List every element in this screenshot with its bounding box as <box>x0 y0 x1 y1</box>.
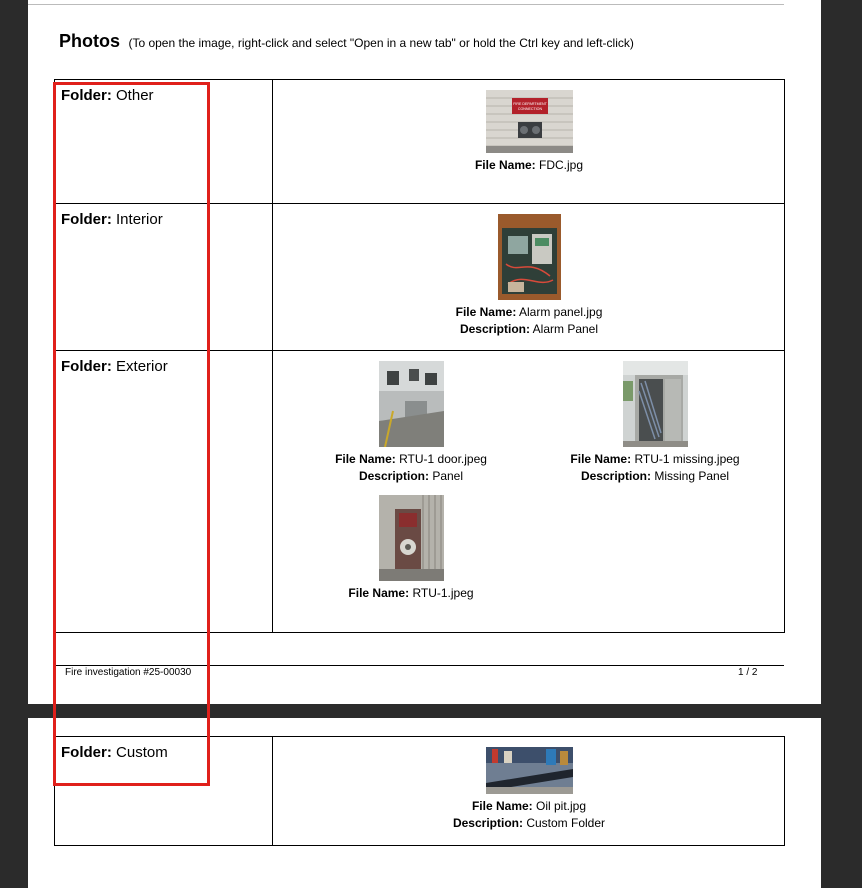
folder-name: Custom <box>116 744 168 761</box>
document-page-2 <box>28 718 821 888</box>
photo-item[interactable] <box>311 495 511 602</box>
file-name-label: File Name: <box>348 586 410 600</box>
photo-file-line <box>429 157 629 174</box>
photo-cell <box>273 737 785 846</box>
folder-row-exterior <box>55 351 785 633</box>
folder-row-other <box>55 80 785 204</box>
folder-label: Folder: <box>61 211 112 228</box>
folder-name: Other <box>116 87 154 104</box>
photos-table-continued <box>54 736 785 846</box>
sign-text-line1: FIRE DEPARTMENT <box>512 102 547 106</box>
photo-thumbnail-oil-pit[interactable] <box>486 747 573 794</box>
folder-label: Folder: <box>61 87 112 104</box>
photo-cell <box>273 351 785 633</box>
file-name: RTU-1 missing.jpeg <box>634 452 740 466</box>
description: Alarm Panel <box>532 322 599 336</box>
photo-description-line <box>311 468 511 485</box>
photo-thumbnail-rtu[interactable] <box>379 495 444 581</box>
folder-row-custom <box>55 737 785 846</box>
description-label: Description: <box>459 322 530 336</box>
photo-thumbnail-alarm-panel[interactable] <box>498 214 561 300</box>
photo-thumbnail-rtu-door[interactable] <box>379 361 444 447</box>
photos-instruction: (To open the image, right-click and select "Open in a new tab" or hold the Ctrl key and left-click) <box>128 36 634 50</box>
file-name: Alarm panel.jpg <box>518 305 603 319</box>
description: Custom Folder <box>526 816 606 830</box>
photo-file-line <box>429 304 629 321</box>
folder-name: Exterior <box>116 358 168 375</box>
footer-rule <box>55 665 784 666</box>
footer-page-number: 1 / 2 <box>738 667 758 678</box>
folder-label: Folder: <box>61 744 112 761</box>
file-name-label: File Name: <box>474 158 536 172</box>
document-page-1 <box>28 0 821 704</box>
folder-cell <box>55 204 273 351</box>
photos-heading <box>59 31 634 52</box>
photos-title: Photos <box>59 31 120 51</box>
photo-item[interactable] <box>429 90 629 174</box>
photo-cell <box>273 204 785 351</box>
sign-text-line2: CONNECTION <box>517 107 542 111</box>
file-name: RTU-1.jpeg <box>412 586 474 600</box>
description-label: Description: <box>580 469 651 483</box>
photo-item[interactable] <box>545 361 765 485</box>
photo-description-line <box>429 815 629 832</box>
photo-description-line <box>545 468 765 485</box>
photo-description-line <box>429 321 629 338</box>
folder-cell <box>55 80 273 204</box>
description-label: Description: <box>452 816 523 830</box>
photo-item[interactable] <box>429 747 629 832</box>
description: Missing Panel <box>654 469 730 483</box>
photo-item[interactable] <box>429 214 629 338</box>
photo-item[interactable] <box>311 361 511 485</box>
file-name: Oil pit.jpg <box>536 799 587 813</box>
description-label: Description: <box>358 469 429 483</box>
folder-cell <box>55 737 273 846</box>
file-name-label: File Name: <box>335 452 396 466</box>
photo-file-line <box>429 798 629 815</box>
photo-thumbnail-fdc[interactable] <box>486 90 573 153</box>
file-name-label: File Name: <box>570 452 632 466</box>
photo-thumbnail-rtu-missing[interactable] <box>623 361 688 447</box>
folder-label: Folder: <box>61 358 112 375</box>
photo-cell <box>273 80 785 204</box>
folder-row-interior <box>55 204 785 351</box>
description: Panel <box>432 469 464 483</box>
file-name: RTU-1 door.jpeg <box>399 452 487 466</box>
folder-name: Interior <box>116 211 163 228</box>
folder-cell <box>55 351 273 633</box>
photo-file-line <box>311 585 511 602</box>
page-top-rule <box>28 4 784 5</box>
file-name-label: File Name: <box>455 305 517 319</box>
photos-table <box>54 79 785 633</box>
footer-document-id: Fire investigation #25-00030 <box>65 667 192 678</box>
file-name-label: File Name: <box>471 799 533 813</box>
file-name: FDC.jpg <box>539 158 584 172</box>
photo-file-line <box>545 451 765 468</box>
photo-file-line <box>311 451 511 468</box>
